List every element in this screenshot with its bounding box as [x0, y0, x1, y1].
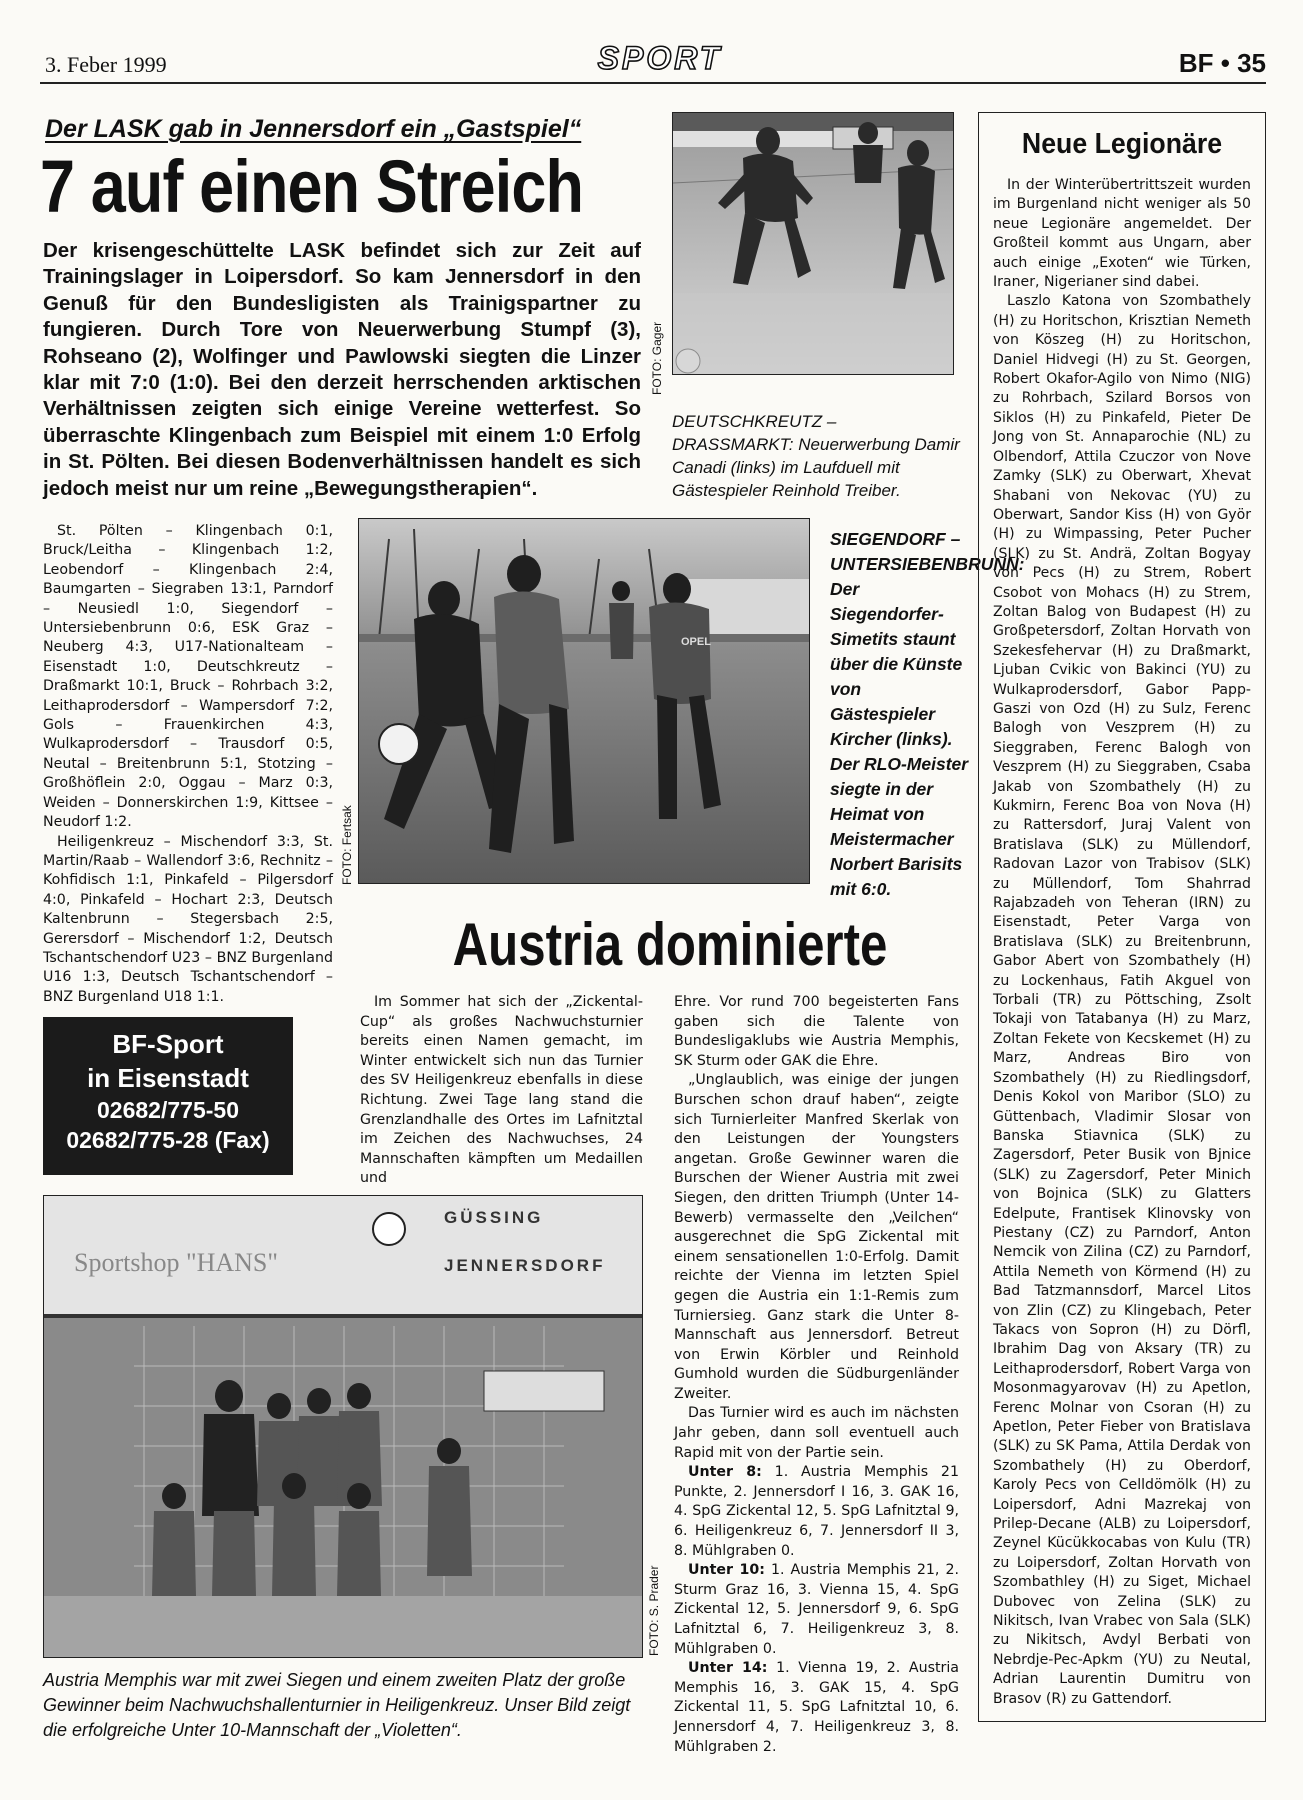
results-text: 1. Austria Memphis 21, 2. Sturm Graz 16, 3. Vienna 15, 4. SpG Zickental 12, 5. Jennersdorf 9, 6. SpG Lafnitztal 6, 7. Heiligenkreuz 3, 8. Mühlgraben 0. — [674, 1562, 959, 1657]
results-under-10 — [674, 1561, 959, 1659]
lead-kicker: Der LASK gab in Jennersdorf ein „Gastspiel“ — [45, 115, 582, 143]
results-label: Unter 8: — [688, 1464, 762, 1481]
banner-town-2: JENNERSDORF — [444, 1256, 606, 1275]
photo-credit: FOTO: Fertsak — [340, 805, 354, 885]
sidebar-text — [993, 176, 1251, 1709]
photo-credit: FOTO: S. Prader — [647, 1565, 661, 1656]
sidebar-legionaries — [978, 112, 1266, 1722]
banner-shop-name: Sportshop "HANS" — [74, 1248, 278, 1277]
sidebar-title: Neue Legionäre — [1021, 128, 1223, 160]
contact-box-fax: 02682/775-28 (Fax) — [66, 1127, 270, 1153]
photo-team-austria-memphis — [43, 1195, 643, 1658]
lead-headline: 7 auf einen Streich — [40, 145, 584, 228]
photo-credit: FOTO: Gager — [650, 321, 664, 395]
article-paragraph: Im Sommer hat sich der „Zickental-Cup“ als großes Nachwuchsturnier bereits einen Namen gemacht, im Winter entwickelt sich nun das Turnier des SV Heiligenkreuz ebenfalls in diese Richtung. Zwei Tage lang stand die Grenzlandhalle des Ortes im Lafnitztal im Zeichen des Nachwuchses, 24 Mannschaften kämpften um Medaillen und — [360, 994, 643, 1187]
page-number: BF • 35 — [1178, 48, 1266, 78]
section-title: SPORT — [597, 40, 723, 76]
results-under-8 — [674, 1463, 959, 1561]
article-paragraph: „Unglaublich, was einige der jungen Burschen schon drauf haben“, zeigte sich Turnierleiter Manfred Skerlak von den Leistungen der Youngsters angetan. Große Gewinner waren die Burschen der Wiener Austria mit zwei Siegen, den dritten Triumph (Unter 14-Bewerb) vermasselte den „Veilchen“ ausgerechnet die SpG Zickental mit einem sensationellen 1:0-Erfolg. Damit reichte der Vienna im letzten Spiel gegen die Austria ein 1:1-Remis zum Turniersieg. Ganz stark die Unter 8-Mannschaft aus Jennersdorf. Betreut von Erwin Körbler und Reinhold Gumhold wurden die Südburgenländer Zweiter. — [674, 1072, 959, 1402]
article-paragraph: Ehre. Vor rund 700 begeisterten Fans gaben sich die Talente von Bundesligaklubs wie Austria Memphis, SK Sturm oder GAK die Ehre. — [674, 994, 959, 1069]
photo-deutschkreutz-match — [672, 112, 954, 375]
results-paragraph: Heiligenkreuz – Mischendorf 3:3, St. Martin/Raab – Wallendorf 3:6, Rechnitz – Kohfidisch 1:1, Pinkafeld – Pilgersdorf 4:0, Pinkafeld – Hochart 2:3, Deutsch Kaltenbrunn – Stegersbach 2:5, Gerersdorf – Mischendorf 1:2, Deutsch Tschantschendorf U23 – BNZ Burgenland U16 1:3, Deutsch Tschantschendorf – BNZ Burgenland U18 1:1. — [43, 833, 333, 1005]
issue-date: 3. Feber 1999 — [45, 52, 167, 77]
article-headline: Austria dominierte — [452, 911, 888, 978]
photo-caption: DEUTSCHKREUTZ – DRASSMARKT: Neuerwerbung Damir Canadi (links) im Laufduell mit Gästespieler Reinhold Treiber. — [672, 412, 960, 500]
contact-box-title: BF-Sport — [112, 1029, 224, 1059]
photo-siegendorf-match — [358, 518, 810, 884]
results-under-14 — [674, 1659, 959, 1757]
photo-caption: SIEGENDORF – UNTERSIEBENBRUNN: Der Siegendorfer-Simetits staunt über die Künste von Gästespieler Kircher (links). Der RLO-Meister siegte in der Heimat von Meistermacher Norbert Barisits mit 6:0. — [830, 529, 1025, 899]
article-paragraph: Das Turnier wird es auch im nächsten Jahr geben, dann soll eventuell auch Rapid mit von der Partie sein. — [674, 1405, 959, 1461]
results-text: 1. Austria Memphis 21 Punkte, 2. Jennersdorf I 16, 3. GAK 16, 4. SpG Zickental 12, 5. SpG Lafnitztal 9, 6. Heiligenkreuz 6, 7. Jennersdorf II 3, 8. Mühlgraben 0. — [674, 1464, 959, 1559]
sidebar-intro: In der Winterübertrittszeit wurden im Burgenland nicht weniger als 50 neue Legionäre angemeldet. Der Großteil kommt aus Ungarn, aber auch einige „Exoten“ wie Türken, Iraner, Nigerianer sind dabei. — [993, 177, 1251, 291]
results-text: 1. Vienna 19, 2. Austria Memphis 16, 3. GAK 15, 4. SpG Zickental 11, 5. SpG Lafnitztal 10, 6. Jennersdorf 4, 7. Heiligenkreuz 3, 8. Mühlgraben 2. — [674, 1660, 959, 1755]
banner-town-1: GÜSSING — [444, 1208, 544, 1227]
lead-paragraph: Der krisengeschüttelte LASK befindet sich zur Zeit auf Trainingslager in Loipersdorf. So kam Jennersdorf in den Genuß für den Bundesligisten als Trainigspartner zu fungieren. Durch Tore von Neuerwerbung Stumpf (3), Rohseano (2), Wolfinger und Pawlowski siegten die Linzer klar mit 7:0 (1:0). Bei den derzeit herrschenden arktischen Verhältnissen zeigten sich einige Vereine wetterfest. So überraschte Klingenbach zum Beispiel mit einem 1:0 Erfolg in St. Pölten. Bei diesen Bodenverhältnissen handelt es sich jedoch meist nur um reine „Bewegungstherapien“. — [43, 239, 641, 500]
contact-box-phone: 02682/775-50 — [97, 1097, 239, 1123]
photo-caption: Austria Memphis war mit zwei Siegen und einem zweiten Platz der große Gewinner beim Nachwuchshallenturnier in Heiligenkreuz. Unser Bild zeigt die erfolgreiche Unter 10-Mannschaft der „Violetten“. — [43, 1670, 631, 1740]
article-column-1 — [360, 993, 643, 1189]
contact-box — [43, 1017, 293, 1175]
results-list — [43, 522, 333, 1007]
sidebar-list: Laszlo Katona von Szombathely (H) zu Horitschon, Krisztian Nemeth von Köszeg (H) zu Horitschon, Daniel Hidvegi (H) zu St. Georgen, Robert Okafor-Agilo von Nimo (NIG) zu Rohrbach, Szilard Borsos von Siklos (H) zu Pinkafeld, Pieter De Jong von St. Annaparochie (NL) zu Olbendorf, Attila Czuczor von Nove Zamky (SLK) zu Oberwart, Xhevat Shabani von Nekovac (YU) zu Oberwart, Sandor Kiss (H) von Györ (H) zu Wimpassing, Peter Pucher (SLK) zu St. Andrä, Zoltan Bogyay von Pecs (H) zu Strem, Robert Csobot von Mohacs (H) zu Strem, Zoltan Balog von Budapest (H) zu Großpetersdorf, Zoltan Horvath von Szekesfehervar (H) zu Draßmarkt, Ljuban Cvikic von Bakinci (YU) zu Wulkaprodersdorf, Gabor Papp-Gaszi von Ozd (H) zu Sulz, Ferenc Balogh von Veszprem (H) zu Sieggraben, Ferenc Balogh von Veszprem (H) zu Sieggraben, Csaba Jakab von Szombathely (H) zu Kukmirn, Ferenc Boa von Nova (H) zu Rattersdorf, Juraj Valent von Bratislava (SLK) zu Müllendorf, Radovan Lazor von Trabisov (SLK) zu Müllendorf, Tom Shahrrad Rajabzadeh von Teheran (IRN) zu Eisenstadt, Peter Varga von Bratislava (SLK) zu Breitenbrunn, Gabor Abert von Szombathely (H) zu Lockenhaus, Fatih Akguel von Torbali (TR) zu Pöttsching, Zsolt Tokaji von Tatabanya (H) zu Marz, Zoltan Fekete von Kecskemet (H) zu Marz, Andreas Biro von Szombathely (H) zu Riedlingsdorf, Denis Kokol von Maribor (SLO) zu Güttenbach, Vladimir Slosar von Banska Stiavnica (SLK) zu Zagersdorf, Peter Busik von Bjnice (SLK) zu Zagersdorf, Peter Minich von Bojnica (SLK) zu Glatters Edelpute, Frantisek Klinovsky von Piestany (CZ) zu Parndorf, Anton Nemcik von Zilina (CZ) zu Parndorf, Attila Nemeth von Körmend (H) zu Bad Tatzmannsdorf, Marcel Litos von Zlin (CZ) zu Klingebach, Peter Takacs von Sopron (H) zu Dörfl, Ibrahim Dag von Aksary (TR) zu Leithaprodersdorf, Robert Varga von Mosonmagyarovav (H) zu Apetlon, Ferenc Molnar von Csoran (H) zu Apetlon, Peter Fieber von Bratislava (SLK) zu SK Pama, Attila Derdak von Szombathely (H) zu Oberdorf, Karoly Pecs von Celldömölk (H) zu Loipersdorf, Adni Mazrekaj von Prilep-Decane (ALB) zu Loipersdorf, Zeynel Kücükkocabas von Kulu (TR) zu Loipersdorf, Zoltan Horvath von Szombathley (H) zu Siget, Michael Dubovec von Zelina (SLK) zu Nikitsch, Ivan Vrabec von Sala (SLK) zu Nikitsch, Avdyl Berbati von Nebrdje-Pec-Apkm (YU) zu Neutal, Adrian Laurentin Dumitru von Brasov (R) zu Gattendorf. — [993, 293, 1251, 1707]
results-paragraph: St. Pölten – Klingenbach 0:1, Bruck/Leitha – Klingenbach 1:2, Leobendorf – Klingenbach 2:4, Baumgarten – Siegraben 13:1, Parndorf – Neusiedl 1:0, Siegendorf – Untersiebenbrunn 0:6, ESK Graz – Neuberg 4:3, U17-Nationalteam – Eisenstadt 1:0, Deutschkreutz – Draßmarkt 10:1, Bruck – Rohrbach 3:2, Leithaprodersdorf – Wampersdorf 7:2, Gols – Frauenkirchen 4:3, Wulkaprodersdorf – Trausdorf 0:5, Neutal – Breitenbrunn 5:1, Stotzing – Großhöflein 2:0, Oggau – Marz 0:3, Weiden – Donnerskirchen 1:9, Kittsee – Neudorf 1:2. — [43, 523, 333, 831]
results-label: Unter 10: — [688, 1562, 765, 1579]
article-column-2 — [674, 993, 959, 1757]
results-label: Unter 14: — [688, 1660, 768, 1677]
shirt-text: OPEL — [681, 636, 711, 648]
contact-box-location: in Eisenstadt — [87, 1063, 249, 1093]
header-rule — [40, 82, 1266, 84]
